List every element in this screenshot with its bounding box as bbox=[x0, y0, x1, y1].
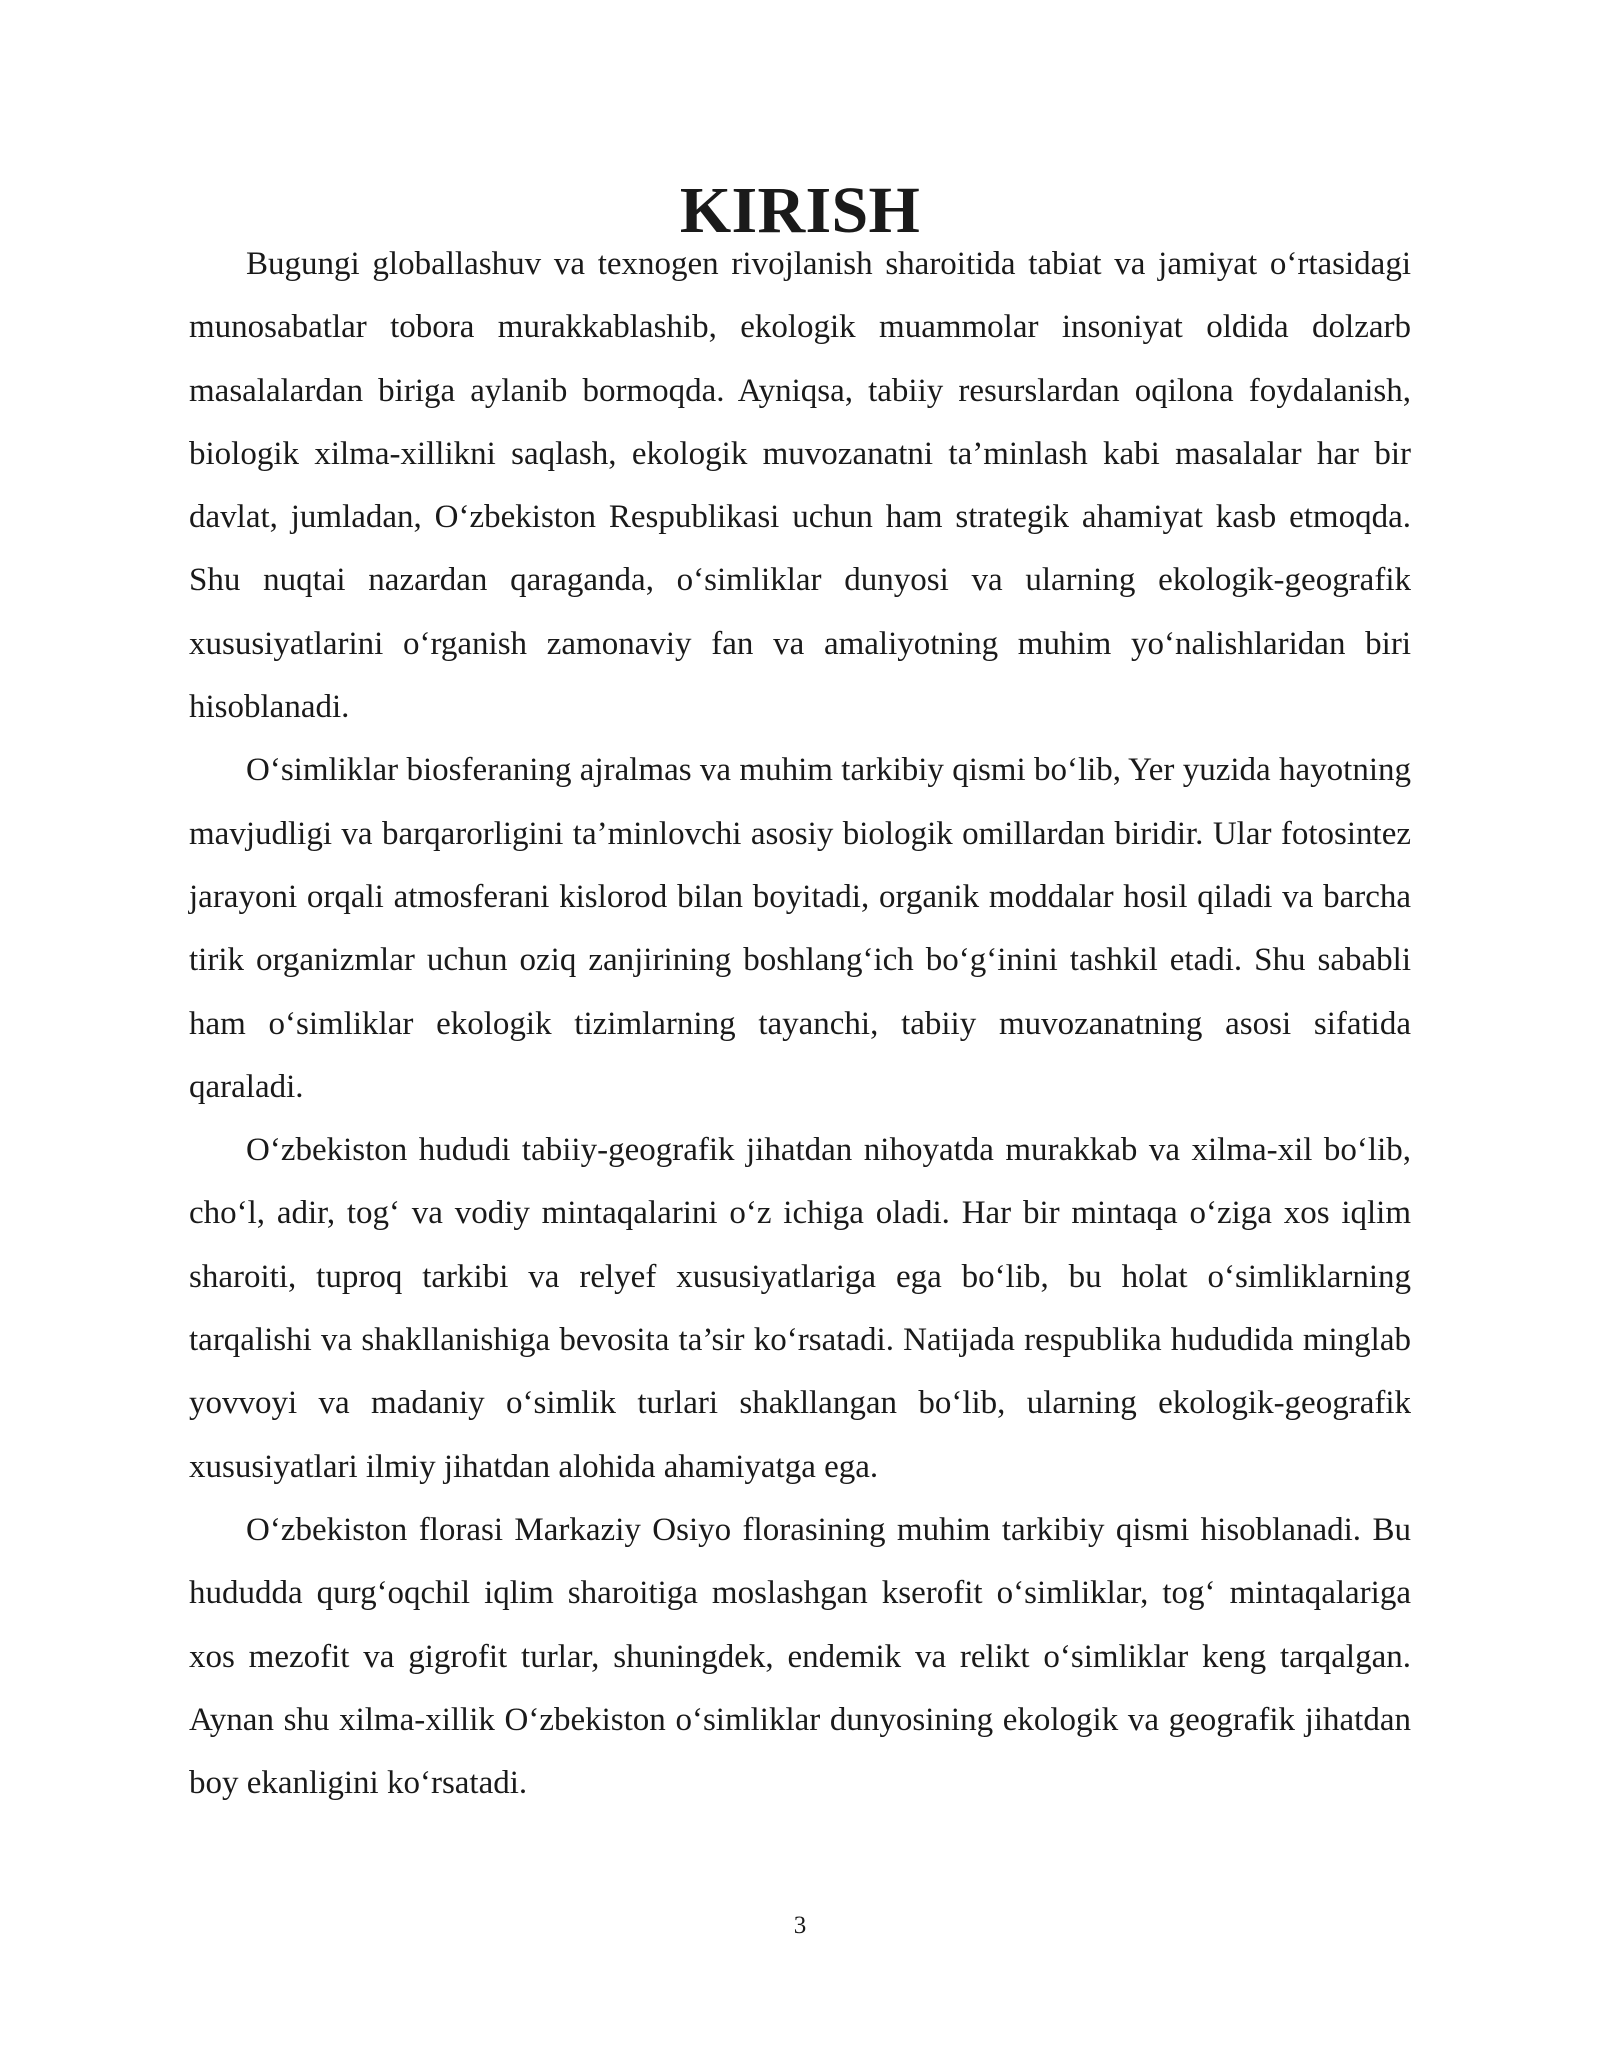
page-number: 3 bbox=[793, 1912, 807, 1939]
page-content bbox=[189, 174, 1411, 1815]
paragraph-4: O‘zbekiston florasi Markaziy Osiyo florasining muhim tarkibiy qismi hisoblanadi. Bu hududda qurg‘oqchil iqlim sharoitiga moslashgan kserofit o‘simliklar, tog‘ mintaqalariga xos mezofit va gigrofit turlar, shuningdek, endemik va relikt o‘simliklar keng tarqalgan. Aynan shu xilma-xillik O‘zbekiston o‘simliklar dunyosining ekologik va geografik jihatdan boy ekanligini ko‘rsatadi. bbox=[189, 1511, 1411, 1802]
paragraph-2: O‘simliklar biosferaning ajralmas va muhim tarkibiy qismi bo‘lib, Yer yuzida hayotning mavjudligi va barqarorligini ta’minlovchi asosiy biologik omillardan biridir. Ular fotosintez jarayoni orqali atmosferani kislorod bilan boyitadi, organik moddalar hosil qiladi va barcha tirik organizmlar uchun oziq zanjirining boshlang‘ich bo‘g‘inini tashkil etadi. Shu sababli ham o‘simliklar ekologik tizimlarning tayanchi, tabiiy muvozanatning asosi sifatida qaraladi. bbox=[189, 752, 1411, 1105]
page-title: KIRISH bbox=[679, 174, 921, 247]
paragraph-1: Bugungi globallashuv va texnogen rivojlanish sharoitida tabiat va jamiyat o‘rtasidagi munosabatlar tobora murakkablashib, ekologik muammolar insoniyat oldida dolzarb masalalardan biriga aylanib bormoqda. Ayniqsa, tabiiy resurslardan oqilona foydalanish, biologik xilma-xillikni saqlash, ekologik muvozanatni ta’minlash kabi masalalar har bir davlat, jumladan, O‘zbekiston Respublikasi uchun ham strategik ahamiyat kasb etmoqda. Shu nuqtai nazardan qaraganda, o‘simliklar dunyosi va ularning ekologik-geografik xususiyatlarini o‘rganish zamonaviy fan va amaliyotning muhim yo‘nalishlaridan biri hisoblanadi. bbox=[189, 246, 1411, 726]
paragraph-3: O‘zbekiston hududi tabiiy-geografik jihatdan nihoyatda murakkab va xilma-xil bo‘lib, cho‘l, adir, tog‘ va vodiy mintaqalarini o‘z ichiga oladi. Har bir mintaqa o‘ziga xos iqlim sharoiti, tuproq tarkibi va relyef xususiyatlariga ega bo‘lib, bu holat o‘simliklarning tarqalishi va shakllanishiga bevosita ta’sir ko‘rsatadi. Natijada respublika hududida minglab yovvoyi va madaniy o‘simlik turlari shakllangan bo‘lib, ularning ekologik-geografik xususiyatlari ilmiy jihatdan alohida ahamiyatga ega. bbox=[189, 1132, 1411, 1485]
